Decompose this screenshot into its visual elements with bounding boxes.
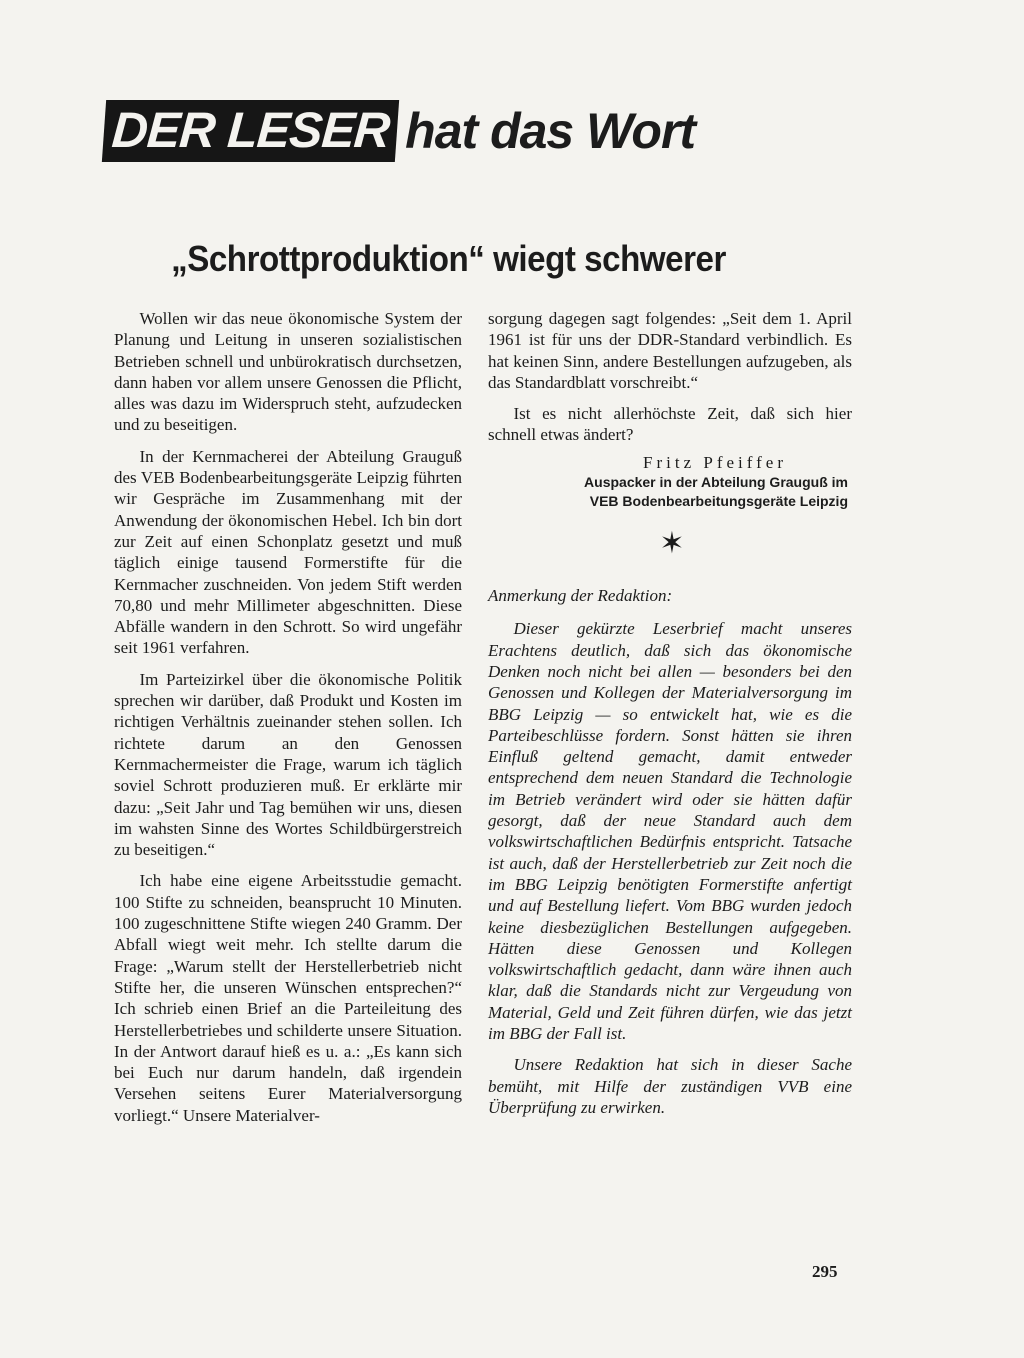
left-column [114,308,462,1136]
paragraph: In der Kernmacherei der Abteilung Grauguß des VEB Bodenbearbeitungsgeräte Leipzig führten wir Gespräche im Zusammenhang mit der Anwendung der ökonomischen Hebel. Ich bin dort zur Zeit auf einen Schonplatz gesetzt und muß täglich einige tausend Formerstifte für die Kernmacher zuschneiden. Von jedem Stift werden 70,80 und mehr Millimeter abgeschnitten. Diese Abfälle wandern in den Schrott. So wird ungefähr seit 1961 verfahren. [114,446,462,658]
paragraph: Wollen wir das neue ökonomische System der Planung und Leitung in unseren sozialistischen Betrieben schnell und unbürokratisch durchsetzen, dann haben vor allem unsere Genossen die Pflicht, alles was dazu im Widerspruch steht, aufzudecken und zu beseitigen. [114,309,462,435]
paragraph: Ich habe eine eigene Arbeitsstudie gemacht. 100 Stifte zu schneiden, beansprucht 10 Minuten. 100 zugeschnittene Stifte wiegen 240 Gramm. Der Abfall wiegt weit mehr. Ich stellte darum die Frage: „Warum stellt der Herstellerbetrieb nicht Stifte her, die unseren Wünschen entsprechen?“ Ich schrieb einen Brief an die Parteileitung des Herstellerbetriebes und schilderte unsere Situation. In der Antwort darauf hieß es u. a.: „Es kann sich bei Euch nur darum handeln, daß irgendein Versehen seitens Eurer Materialversorgung vorliegt.“ Unsere Materialver- [114,871,462,1125]
paragraph-continuation: sorgung dagegen sagt folgendes: „Seit dem 1. April 1961 ist für uns der DDR-Standard verbindlich. Es hat keinen Sinn, andere Bestellungen aufzugeben, als das Standardblatt vorschreibt.“ [488,309,852,392]
editorial-note-heading: Anmerkung der Redaktion: [488,586,673,606]
signature-title-line-2: VEB Bodenbearbeitungsgeräte Leipzig [589,493,848,510]
masthead [104,100,695,162]
signature-title-line-1: Auspacker in der Abteilung Grauguß im [584,474,848,491]
masthead-boxed-text: DER LESER [102,100,400,162]
right-column [488,308,852,1128]
masthead-text: hat das Wort [405,103,696,159]
paragraph: Ist es nicht allerhöchste Zeit, daß sich hier schnell etwas ändert? [488,404,852,445]
star-separator-icon: ✶ [659,527,685,561]
paragraph: Unsere Redaktion hat sich in dieser Sache bemüht, mit Hilfe der zuständigen VVB eine Überprüfung zu erwirken. [488,1055,852,1117]
paragraph: Im Parteizirkel über die ökonomische Politik sprechen wir darüber, daß Produkt und Kosten im richtigen Verhältnis zueinander stehen sollen. Ich richtete darum an den Genossen Kernmachermeister die Frage, warum ich täglich soviel Schrott produzieren muß. Er erklärte mir dazu: „Seit Jahr und Tag bemühen wir uns, diesen im wahsten Sinne des Wortes Schildbürgerstreich zu beseitigen.“ [114,669,462,860]
editorial-note [488,618,852,1118]
paragraph: Dieser gekürzte Leserbrief macht unseres Erachtens deutlich, daß sich das ökonomische Denken noch nicht bei allen — besonders bei den Genossen und Kollegen der Materialversorgung im BBG Leipzig — so entwickelt hat, wie es die Parteibeschlüsse fordern. Sonst hätten sie ihren Einfluß geltend gemacht, damit entweder entsprechend dem neuen Standard die Technologie im Betrieb verändert wird oder sie hätten dafür gesorgt, daß der neue Standard auch dem volkswirtschaftlichen Bedürfnis entspricht. Tatsache ist auch, daß der Herstellerbetrieb zur Zeit noch die im BBG Leipzig benötigten Formerstifte anfertigt und auf Bestellung liefert. Vom BBG wurden jedoch keine diesbezüglichen Bestellungen aufgegeben. Hätten diese Genossen und Kollegen volkswirtschaftlich gedacht, dann wäre ihnen auch klar, daß die Standards nicht zur Vergeudung von Material, Geld und Zeit führen dürfen, wie das jetzt im BBG der Fall ist. [488,619,852,1044]
page-number: 295 [812,1262,838,1281]
article-headline: „Schrottproduktion“ wiegt schwerer [171,238,726,279]
signature-name: Fritz Pfeiffer [643,452,787,472]
